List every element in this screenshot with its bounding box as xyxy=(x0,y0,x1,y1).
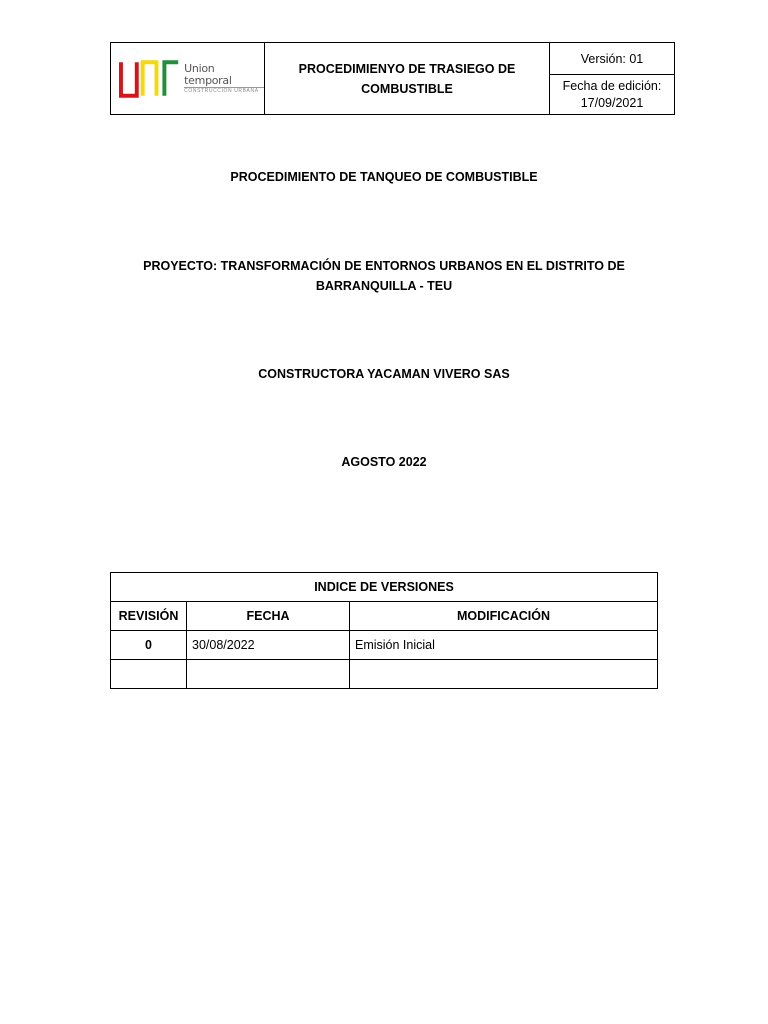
header-title xyxy=(265,43,550,114)
logo-subtitle: CONSTRUCCION URBANA xyxy=(184,87,264,95)
table-row xyxy=(111,660,658,689)
logo-name: Union temporal xyxy=(184,61,232,87)
edition-info xyxy=(550,75,674,114)
column-header-revision: REVISIÓN xyxy=(111,602,187,631)
versions-table-caption: INDICE DE VERSIONES xyxy=(111,573,658,602)
cell-modification xyxy=(350,660,658,689)
header-meta xyxy=(550,43,674,114)
company-name: CONSTRUCTORA YACAMAN VIVERO SAS xyxy=(258,367,510,381)
document-date: AGOSTO 2022 xyxy=(341,455,427,469)
column-header-date: FECHA xyxy=(187,602,350,631)
utr-logo-icon xyxy=(119,58,180,100)
project-line1: PROYECTO: TRANSFORMACIÓN DE ENTORNOS URBANOS EN EL DISTRITO DE xyxy=(143,259,625,273)
logo-cell xyxy=(111,43,265,114)
document-title: PROCEDIMIENTO DE TANQUEO DE COMBUSTIBLE xyxy=(230,170,538,184)
header-title-line2: COMBUSTIBLE xyxy=(361,81,453,96)
edition-date: 17/09/2021 xyxy=(580,95,644,110)
cell-revision: 0 xyxy=(111,631,187,660)
versions-table xyxy=(110,572,658,689)
column-header-modification: MODIFICACIÓN xyxy=(350,602,658,631)
table-row xyxy=(111,631,658,660)
cell-modification: Emisión Inicial xyxy=(350,631,658,660)
project-line2: BARRANQUILLA - TEU xyxy=(315,279,453,293)
cell-revision xyxy=(111,660,187,689)
document-header xyxy=(110,42,675,115)
cell-date xyxy=(187,660,350,689)
company-logo xyxy=(119,58,264,100)
cell-date: 30/08/2022 xyxy=(187,631,350,660)
version-label: Versión: 01 xyxy=(550,43,674,75)
header-title-line1: PROCEDIMIENYO DE TRASIEGO DE xyxy=(298,61,516,76)
edition-label: Fecha de edición: xyxy=(562,78,662,93)
project-title xyxy=(0,256,768,296)
